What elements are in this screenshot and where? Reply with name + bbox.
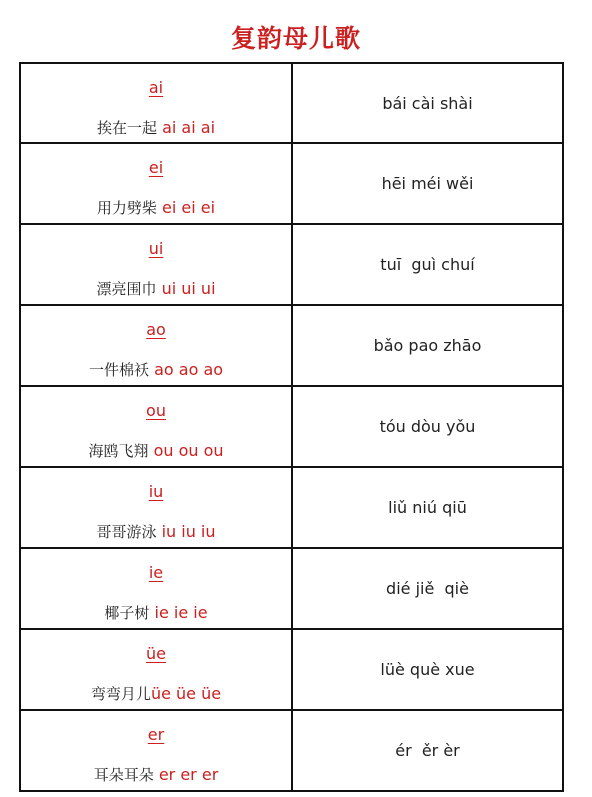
pinyin-words: lüè què xue bbox=[380, 660, 475, 679]
pinyin-cell bbox=[293, 468, 564, 547]
pinyin-words: bái cài shài bbox=[382, 93, 473, 113]
pinyin-cell bbox=[293, 225, 564, 304]
rhyme-cell bbox=[21, 549, 293, 628]
pinyin-words: liǔ niú qiū bbox=[388, 498, 467, 517]
final-repeat: iu iu iu bbox=[161, 522, 216, 541]
final-repeat: ie ie ie bbox=[154, 603, 208, 622]
rhyme-phrase: 一件棉袄 ao ao ao bbox=[88, 360, 224, 379]
rhyme-cell bbox=[21, 306, 293, 385]
final-repeat: er er er bbox=[158, 765, 219, 784]
final-repeat: ao ao ao bbox=[154, 360, 224, 379]
final-label: ei bbox=[148, 158, 164, 177]
final-repeat: ei ei ei bbox=[162, 198, 216, 217]
final-label: er bbox=[147, 725, 165, 744]
final-label: üe bbox=[146, 644, 166, 663]
pinyin-cell bbox=[293, 711, 564, 790]
rhyme-cell bbox=[21, 630, 293, 709]
table-row bbox=[21, 306, 564, 387]
table-row bbox=[21, 630, 564, 711]
rhyme-cell bbox=[21, 64, 293, 142]
rhyme-cell bbox=[21, 711, 293, 790]
table-row bbox=[21, 549, 564, 630]
table-row bbox=[21, 711, 564, 792]
pinyin-cell bbox=[293, 549, 564, 628]
rhyme-cell bbox=[21, 225, 293, 304]
pinyin-cell bbox=[293, 387, 564, 466]
rhyme-phrase: 漂亮围巾 ui ui ui bbox=[96, 279, 216, 298]
rhyme-phrase: 椰子树 ie ie ie bbox=[104, 603, 208, 622]
rhyme-cell bbox=[21, 468, 293, 547]
table-row bbox=[21, 225, 564, 306]
table-row bbox=[21, 468, 564, 549]
final-label: iu bbox=[148, 482, 164, 501]
table-row bbox=[21, 387, 564, 468]
pinyin-words: bǎo pao zhāo bbox=[373, 336, 482, 355]
pinyin-words: ér ěr èr bbox=[395, 741, 460, 760]
final-label: ao bbox=[146, 320, 166, 339]
final-repeat: ou ou ou bbox=[153, 441, 224, 460]
rhyme-cell bbox=[21, 387, 293, 466]
pinyin-words: hēi méi wěi bbox=[381, 174, 474, 193]
final-repeat: üe üe üe bbox=[150, 684, 222, 703]
finals-table bbox=[19, 62, 564, 792]
rhyme-phrase: 用力劈柴 ei ei ei bbox=[96, 198, 216, 217]
pinyin-words: tóu dòu yǒu bbox=[379, 417, 476, 436]
page-title: 复韵母儿歌 bbox=[230, 24, 361, 53]
pinyin-words: tuī guì chuí bbox=[380, 255, 475, 274]
pinyin-words: dié jiě qiè bbox=[386, 579, 469, 598]
rhyme-phrase: 耳朵耳朵 er er er bbox=[93, 765, 219, 784]
final-repeat: ai ai ai bbox=[162, 118, 216, 137]
pinyin-cell bbox=[293, 306, 564, 385]
pinyin-cell bbox=[293, 64, 564, 142]
final-repeat: ui ui ui bbox=[161, 279, 216, 298]
final-label: ou bbox=[146, 401, 166, 420]
rhyme-phrase: 弯弯月儿üe üe üe bbox=[90, 684, 222, 703]
pinyin-cell bbox=[293, 144, 564, 223]
table-row bbox=[21, 144, 564, 225]
table-row bbox=[21, 64, 564, 144]
rhyme-cell bbox=[21, 144, 293, 223]
final-label: ie bbox=[148, 563, 164, 582]
final-label: ai bbox=[148, 78, 164, 97]
rhyme-phrase: 挨在一起 ai ai ai bbox=[96, 118, 216, 137]
rhyme-phrase: 海鸥飞翔 ou ou ou bbox=[88, 441, 224, 460]
final-label: ui bbox=[148, 239, 164, 258]
pinyin-cell bbox=[293, 630, 564, 709]
rhyme-phrase: 哥哥游泳 iu iu iu bbox=[96, 522, 216, 541]
